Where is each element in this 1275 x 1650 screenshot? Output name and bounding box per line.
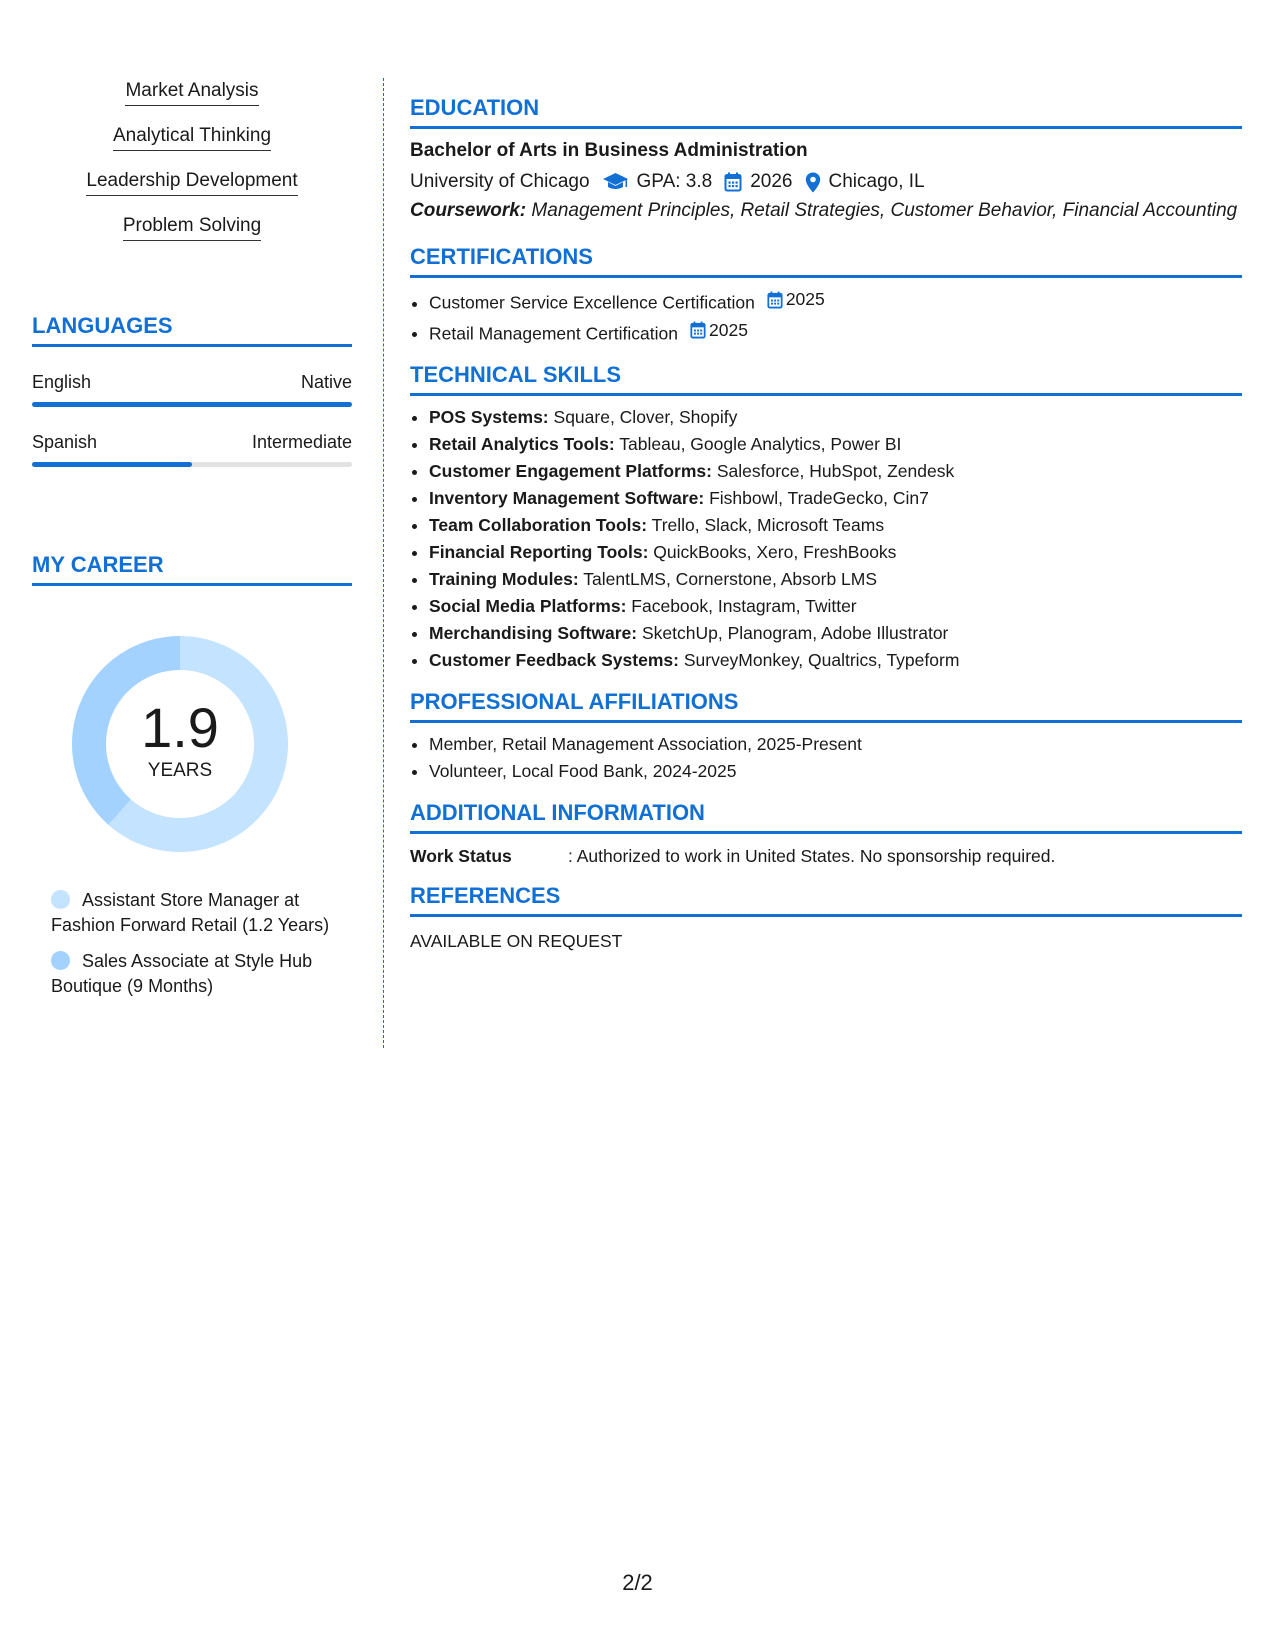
list-item (429, 485, 1242, 512)
skill-category: Training Modules: (429, 569, 579, 589)
skill-tools: QuickBooks, Xero, FreshBooks (653, 542, 897, 562)
skill-category: Team Collaboration Tools: (429, 515, 648, 535)
skill-category: Customer Engagement Platforms: (429, 461, 712, 481)
skill-category: Financial Reporting Tools: (429, 542, 649, 562)
location: Chicago, IL (828, 171, 925, 192)
list-item (429, 512, 1242, 539)
school-name: University of Chicago (410, 171, 590, 192)
skill-category: Inventory Management Software: (429, 488, 705, 508)
list-item (429, 458, 1242, 485)
career-title: MY CAREER (32, 551, 352, 586)
skill-tools: Salesforce, HubSpot, Zendesk (716, 461, 955, 481)
list-item (429, 539, 1242, 566)
skill-category: POS Systems: (429, 407, 549, 427)
career-total-value: 1.9 (141, 696, 219, 759)
skill-item: Market Analysis (125, 80, 258, 106)
list-item (429, 431, 1242, 458)
affiliations-section (410, 688, 1242, 785)
list-item (429, 404, 1242, 431)
coursework-list: Management Principles, Retail Strategies, Customer Behavior, Financial Accounting (531, 200, 1238, 221)
skill-tools: Fishbowl, TradeGecko, Cin7 (709, 488, 929, 508)
skill-tools: SketchUp, Planogram, Adobe Illustrator (641, 623, 949, 643)
page-number: 2/2 (622, 1570, 653, 1595)
certification-year: 2025 (785, 289, 825, 309)
education-meta (410, 169, 1242, 195)
certifications-title: CERTIFICATIONS (410, 243, 1242, 278)
certification-name: Customer Service Excellence Certification (429, 292, 755, 313)
right-column (410, 94, 1242, 953)
language-name: English (32, 372, 92, 392)
language-level: Native (300, 372, 352, 392)
skill-tools: TalentLMS, Cornerstone, Absorb LMS (583, 569, 878, 589)
education-title: EDUCATION (410, 94, 1242, 129)
language-name: Spanish (32, 432, 98, 452)
list-item: • Volunteer, Local Food Bank, 2024-2025 (429, 758, 1242, 785)
skill-category: Social Media Platforms: (429, 596, 627, 616)
additional-information-section (410, 799, 1242, 868)
work-status-value: : Authorized to work in United States. No sponsorship required. (568, 846, 1056, 866)
languages-title: LANGUAGES (32, 312, 352, 347)
skill-tools: Tableau, Google Analytics, Power BI (619, 434, 902, 454)
career-legend (32, 888, 341, 998)
technical-skills-section (410, 361, 1242, 674)
left-column (32, 80, 352, 1010)
map-pin-icon (805, 172, 821, 193)
affiliations-title: PROFESSIONAL AFFILIATIONS (410, 688, 1242, 723)
skill-item: Analytical Thinking (113, 125, 271, 151)
column-divider (383, 78, 384, 1048)
career-legend-item (51, 888, 341, 937)
skill-category: Retail Analytics Tools: (429, 434, 615, 454)
career-donut (66, 630, 294, 858)
list-item (429, 566, 1242, 593)
work-status-row (410, 844, 1242, 868)
certification-year: 2025 (709, 319, 748, 340)
skills-list (32, 80, 352, 260)
references-text: AVAILABLE ON REQUEST (410, 931, 623, 951)
language-english (32, 371, 352, 407)
skill-item: Problem Solving (123, 215, 261, 241)
career-legend-label: Assistant Store Manager at Fashion Forward Retail (1.2 Years) (51, 890, 330, 935)
technical-skills-title: TECHNICAL SKILLS (410, 361, 1242, 396)
references-section (410, 882, 1242, 953)
coursework (410, 199, 1242, 223)
calendar-icon (724, 172, 742, 192)
additional-information-title: ADDITIONAL INFORMATION (410, 799, 1242, 834)
list-item: • Member, Retail Management Association, 2025-Present (429, 731, 1242, 758)
language-level: Intermediate (251, 432, 352, 452)
degree: Bachelor of Arts in Business Administration (410, 140, 808, 161)
legend-dot-icon (51, 890, 70, 909)
career-legend-label: Sales Associate at Style Hub Boutique (9 Months) (51, 951, 313, 996)
language-spanish (32, 431, 352, 467)
list-item (429, 620, 1242, 647)
references-title: REFERENCES (410, 882, 1242, 917)
list-item (429, 593, 1242, 620)
list-item (429, 286, 1242, 317)
work-status-label: Work Status (410, 846, 512, 866)
graduation-cap-icon (602, 172, 629, 192)
skill-tools: Square, Clover, Shopify (553, 407, 738, 427)
calendar-icon (690, 321, 706, 339)
legend-dot-icon (51, 951, 70, 970)
career-total-unit: YEARS (147, 760, 213, 781)
language-bar-fill (32, 462, 192, 467)
certification-name: Retail Management Certification (429, 323, 679, 343)
skill-item: Leadership Development (86, 170, 297, 196)
certifications-section (410, 243, 1242, 347)
languages-section (32, 312, 352, 467)
skill-category: Customer Feedback Systems: (429, 650, 679, 670)
list-item (429, 647, 1242, 674)
gpa: GPA: 3.8 (636, 171, 713, 192)
coursework-label: Coursework: (410, 200, 527, 221)
list-item (429, 317, 1242, 348)
calendar-icon (767, 291, 783, 309)
language-bar (32, 462, 352, 467)
graduation-year: 2026 (750, 171, 793, 192)
skill-tools: Trello, Slack, Microsoft Teams (651, 515, 885, 535)
skill-tools: SurveyMonkey, Qualtrics, Typeform (683, 650, 960, 670)
language-bar (32, 402, 352, 407)
skill-category: Merchandising Software: (429, 623, 638, 643)
language-bar-fill (32, 402, 352, 407)
education-section (410, 94, 1242, 223)
career-section (32, 551, 352, 998)
skill-tools: Facebook, Instagram, Twitter (631, 596, 857, 616)
career-legend-item (51, 949, 341, 998)
